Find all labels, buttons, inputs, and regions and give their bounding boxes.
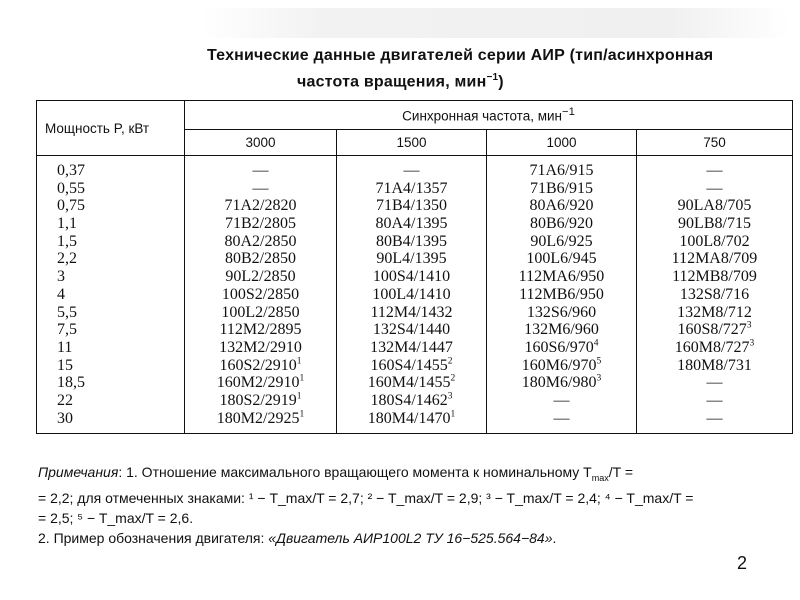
motor-type-cell bbox=[637, 410, 792, 428]
motor-type-text: 71В4/1350 bbox=[375, 197, 448, 215]
motor-type-cell bbox=[185, 197, 336, 215]
motor-type-cell bbox=[185, 392, 336, 410]
motor-type-text: 112МА8/709 bbox=[671, 250, 758, 268]
motor-type-cell bbox=[487, 392, 636, 410]
motor-type-cell bbox=[487, 410, 636, 428]
footnote-mark: 2 bbox=[447, 356, 453, 367]
notes-line-1-sub: max bbox=[591, 472, 609, 483]
title-line-2-text: частота вращения, мин bbox=[297, 73, 487, 91]
motor-type-cell bbox=[337, 233, 486, 251]
motor-type-cell bbox=[487, 339, 636, 357]
power-value: 0,55 bbox=[57, 179, 85, 197]
motor-type-text: 160М4/1455 bbox=[367, 374, 451, 392]
motor-type-cell bbox=[487, 215, 636, 233]
notes-block bbox=[38, 462, 783, 548]
motor-type-cell bbox=[337, 197, 486, 215]
motor-type-cell bbox=[637, 304, 792, 322]
motor-type-cell bbox=[487, 357, 636, 375]
title-line-2-sup: −1 bbox=[486, 72, 499, 83]
motor-type-cell bbox=[487, 268, 636, 286]
freq-750-column bbox=[637, 156, 793, 434]
footnote-mark: 5 bbox=[596, 356, 602, 367]
notes-line-2: = 2,2; для отмеченных знаками: ¹ − T_max/T = 2,7; ² − T_max/T = 2,9; ³ − T_max/T = 2,4; ⁴ − T_max/T = bbox=[38, 489, 694, 506]
motor-type-text: 112МВ8/709 bbox=[672, 268, 757, 286]
motor-type-cell bbox=[487, 162, 636, 180]
power-value: 1,5 bbox=[57, 232, 77, 250]
footnote-mark: 1 bbox=[299, 409, 305, 420]
motor-type-text: 90LB8/715 bbox=[678, 215, 751, 233]
power-value: 5,5 bbox=[57, 303, 77, 321]
motor-type-cell bbox=[337, 215, 486, 233]
motor-type-text: 160S8/727 bbox=[677, 321, 747, 339]
title-line-2-end: ) bbox=[498, 73, 504, 91]
notes-label: Примечания bbox=[38, 464, 119, 480]
motor-type-text: 180М4/1470 bbox=[367, 409, 451, 427]
footnote-mark: 1 bbox=[299, 373, 305, 384]
motor-type-cell bbox=[337, 268, 486, 286]
motor-type-cell bbox=[337, 286, 486, 304]
motor-type-text: 90L2/2850 bbox=[225, 268, 296, 286]
motor-type-text: 160S4/1455 bbox=[370, 356, 448, 374]
motor-type-text: 80В6/920 bbox=[529, 215, 594, 233]
title-line-1: Технические данные двигателей серии АИР (тип/асинхронная bbox=[207, 47, 714, 64]
motor-type-text: 132М8/712 bbox=[677, 303, 752, 321]
motor-type-text: 80В2/2850 bbox=[224, 250, 297, 268]
footnote-mark: 4 bbox=[593, 338, 599, 349]
motor-type-text: 100L8/702 bbox=[679, 232, 750, 250]
freq-header-750: 750 bbox=[637, 130, 793, 156]
notes-line-1-end: /T = bbox=[608, 464, 634, 480]
motor-type-cell bbox=[487, 180, 636, 198]
motor-type-cell bbox=[185, 304, 336, 322]
table-body-row bbox=[37, 156, 793, 434]
power-value: 15 bbox=[57, 356, 73, 374]
motor-data-table bbox=[36, 100, 793, 434]
motor-type-text: — bbox=[706, 162, 723, 179]
motor-type-text: 112М4/1432 bbox=[370, 303, 453, 321]
power-value: 2,2 bbox=[57, 250, 77, 268]
freq-1000-column bbox=[487, 156, 637, 434]
motor-type-cell bbox=[637, 321, 792, 339]
motor-type-text: 160М6/970 bbox=[521, 356, 597, 374]
motor-type-cell bbox=[185, 374, 336, 392]
motor-type-cell bbox=[487, 197, 636, 215]
power-value: 7,5 bbox=[57, 321, 77, 339]
title-line-2 bbox=[207, 67, 777, 93]
motor-type-cell bbox=[185, 180, 336, 198]
motor-type-cell bbox=[637, 357, 792, 375]
motor-type-text: 132S4/1440 bbox=[372, 321, 451, 339]
notes-line-4-end: . bbox=[552, 529, 557, 546]
motor-type-cell bbox=[337, 321, 486, 339]
motor-type-text: 71А4/1357 bbox=[375, 179, 448, 197]
motor-type-cell bbox=[185, 233, 336, 251]
footnote-mark: 3 bbox=[749, 338, 755, 349]
motor-type-text: — bbox=[553, 391, 570, 409]
motor-type-text: 100L6/945 bbox=[526, 250, 597, 268]
motor-type-cell bbox=[487, 250, 636, 268]
power-value: 3 bbox=[57, 268, 65, 286]
motor-type-cell bbox=[337, 304, 486, 322]
motor-type-cell bbox=[637, 268, 792, 286]
motor-type-text: 80А2/2850 bbox=[224, 232, 297, 250]
freq-header-1500: 1500 bbox=[337, 130, 487, 156]
motor-type-cell bbox=[637, 286, 792, 304]
motor-type-text: — bbox=[706, 179, 723, 197]
motor-type-text: 90L4/1395 bbox=[376, 250, 447, 268]
motor-type-cell bbox=[337, 162, 486, 180]
power-value: 22 bbox=[57, 391, 73, 409]
power-value: 0,37 bbox=[57, 162, 85, 179]
freq-header-3000: 3000 bbox=[185, 130, 337, 156]
motor-type-text: 132М4/1447 bbox=[370, 338, 453, 356]
motor-type-cell bbox=[185, 162, 336, 180]
motor-type-cell bbox=[637, 250, 792, 268]
motor-type-text: 160S2/2910 bbox=[219, 356, 297, 374]
notes-line-1-text: : 1. Отношение максимального вращающего момента к номинальному T bbox=[118, 464, 592, 480]
motor-type-cell bbox=[337, 410, 486, 428]
motor-type-text: 71А2/2820 bbox=[224, 197, 297, 215]
motor-type-cell bbox=[637, 215, 792, 233]
motor-type-text: 180S2/2919 bbox=[219, 391, 297, 409]
motor-type-cell bbox=[487, 304, 636, 322]
motor-type-cell bbox=[185, 250, 336, 268]
motor-type-text: 100S4/1410 bbox=[372, 268, 451, 286]
motor-type-text: 90LA8/705 bbox=[677, 197, 752, 215]
power-value: 1,1 bbox=[57, 215, 77, 233]
motor-type-cell bbox=[487, 321, 636, 339]
motor-type-cell bbox=[637, 392, 792, 410]
motor-type-cell bbox=[185, 321, 336, 339]
motor-type-text: 100L2/2850 bbox=[221, 303, 300, 321]
footnote-mark: 1 bbox=[296, 391, 302, 402]
motor-type-text: 71А6/915 bbox=[529, 162, 594, 179]
motor-type-cell bbox=[185, 268, 336, 286]
footnote-mark: 2 bbox=[450, 373, 456, 384]
freq-header-1000: 1000 bbox=[487, 130, 637, 156]
power-value: 30 bbox=[57, 409, 73, 427]
motor-type-cell bbox=[637, 162, 792, 180]
motor-type-cell bbox=[185, 357, 336, 375]
motor-type-text: 90L6/925 bbox=[530, 232, 593, 250]
notes-line-3: = 2,5; ⁵ − T_max/T = 2,6. bbox=[38, 509, 194, 526]
motor-type-cell bbox=[185, 286, 336, 304]
notes-line-4 bbox=[38, 528, 783, 548]
motor-type-text: 71В2/2805 bbox=[224, 215, 297, 233]
notes-line-4-prefix: 2. Пример обозначения двигателя: bbox=[38, 529, 269, 546]
freq-3000-column bbox=[185, 156, 337, 434]
motor-type-text: 71В6/915 bbox=[529, 179, 594, 197]
motor-type-cell bbox=[487, 286, 636, 304]
motor-type-cell bbox=[337, 374, 486, 392]
sync-frequency-header-sup: −1 bbox=[562, 106, 575, 119]
motor-type-cell bbox=[487, 233, 636, 251]
motor-type-text: 160S6/970 bbox=[524, 338, 594, 356]
motor-type-text: — bbox=[706, 391, 723, 409]
motor-type-text: 112МВ6/950 bbox=[519, 285, 604, 303]
motor-type-text: 80В4/1395 bbox=[375, 232, 448, 250]
motor-type-cell bbox=[337, 357, 486, 375]
power-value: 4 bbox=[57, 285, 65, 303]
motor-type-text: 80А6/920 bbox=[529, 197, 594, 215]
motor-type-text: 112МА6/950 bbox=[518, 268, 605, 286]
power-header: Мощность P, кВт bbox=[37, 101, 185, 156]
motor-type-text: 160М2/2910 bbox=[216, 374, 300, 392]
motor-type-text: 100S2/2850 bbox=[221, 285, 300, 303]
motor-type-text: — bbox=[706, 374, 723, 392]
footnote-mark: 3 bbox=[596, 373, 602, 384]
motor-type-text: 160М8/727 bbox=[674, 338, 750, 356]
scan-edge-shadow bbox=[200, 8, 790, 38]
motor-type-cell bbox=[637, 374, 792, 392]
motor-type-cell bbox=[337, 339, 486, 357]
motor-type-text: 180М8/731 bbox=[677, 356, 752, 374]
motor-type-cell bbox=[185, 215, 336, 233]
power-value: 0,75 bbox=[57, 197, 85, 215]
motor-type-text: — bbox=[252, 162, 269, 179]
motor-type-text: 132М2/2910 bbox=[219, 338, 302, 356]
motor-type-cell bbox=[337, 392, 486, 410]
motor-type-cell bbox=[185, 410, 336, 428]
motor-type-text: — bbox=[706, 409, 723, 427]
motor-type-text: — bbox=[252, 179, 269, 197]
footnote-mark: 1 bbox=[450, 409, 456, 420]
page-number: 2 bbox=[737, 553, 748, 573]
freq-1500-column bbox=[337, 156, 487, 434]
footnote-mark: 3 bbox=[447, 391, 453, 402]
motor-type-text: — bbox=[553, 409, 570, 427]
power-value: 11 bbox=[57, 338, 73, 356]
motor-type-text: 80А4/1395 bbox=[375, 215, 448, 233]
motor-type-text: 132S8/716 bbox=[679, 285, 750, 303]
motor-type-text: — bbox=[403, 162, 420, 179]
page-title bbox=[207, 45, 777, 93]
sync-frequency-header bbox=[185, 101, 793, 130]
motor-type-text: 100L4/1410 bbox=[372, 285, 451, 303]
motor-type-text: 180S4/1462 bbox=[370, 391, 448, 409]
motor-type-cell bbox=[637, 233, 792, 251]
motor-type-cell bbox=[337, 180, 486, 198]
motor-type-text: 132S6/960 bbox=[526, 303, 597, 321]
motor-type-cell bbox=[637, 197, 792, 215]
power-column bbox=[37, 156, 185, 434]
motor-type-cell bbox=[637, 180, 792, 198]
motor-type-text: 180М2/2925 bbox=[216, 409, 300, 427]
motor-designation-example: «Двигатель АИР100L2 ТУ 16−525.564−84» bbox=[268, 529, 553, 546]
motor-type-text: 180М6/980 bbox=[521, 374, 597, 392]
sync-frequency-header-text: Синхронная частота, мин bbox=[402, 108, 563, 124]
motor-type-cell bbox=[337, 250, 486, 268]
motor-type-cell bbox=[637, 339, 792, 357]
footnote-mark: 1 bbox=[296, 356, 302, 367]
footnote-mark: 3 bbox=[746, 320, 752, 331]
motor-type-cell bbox=[487, 374, 636, 392]
power-value: 18,5 bbox=[57, 374, 85, 392]
motor-type-text: 132М6/960 bbox=[524, 321, 599, 339]
motor-type-cell bbox=[185, 339, 336, 357]
notes-line-1 bbox=[38, 462, 783, 488]
motor-type-text: 112М2/2895 bbox=[219, 321, 302, 339]
